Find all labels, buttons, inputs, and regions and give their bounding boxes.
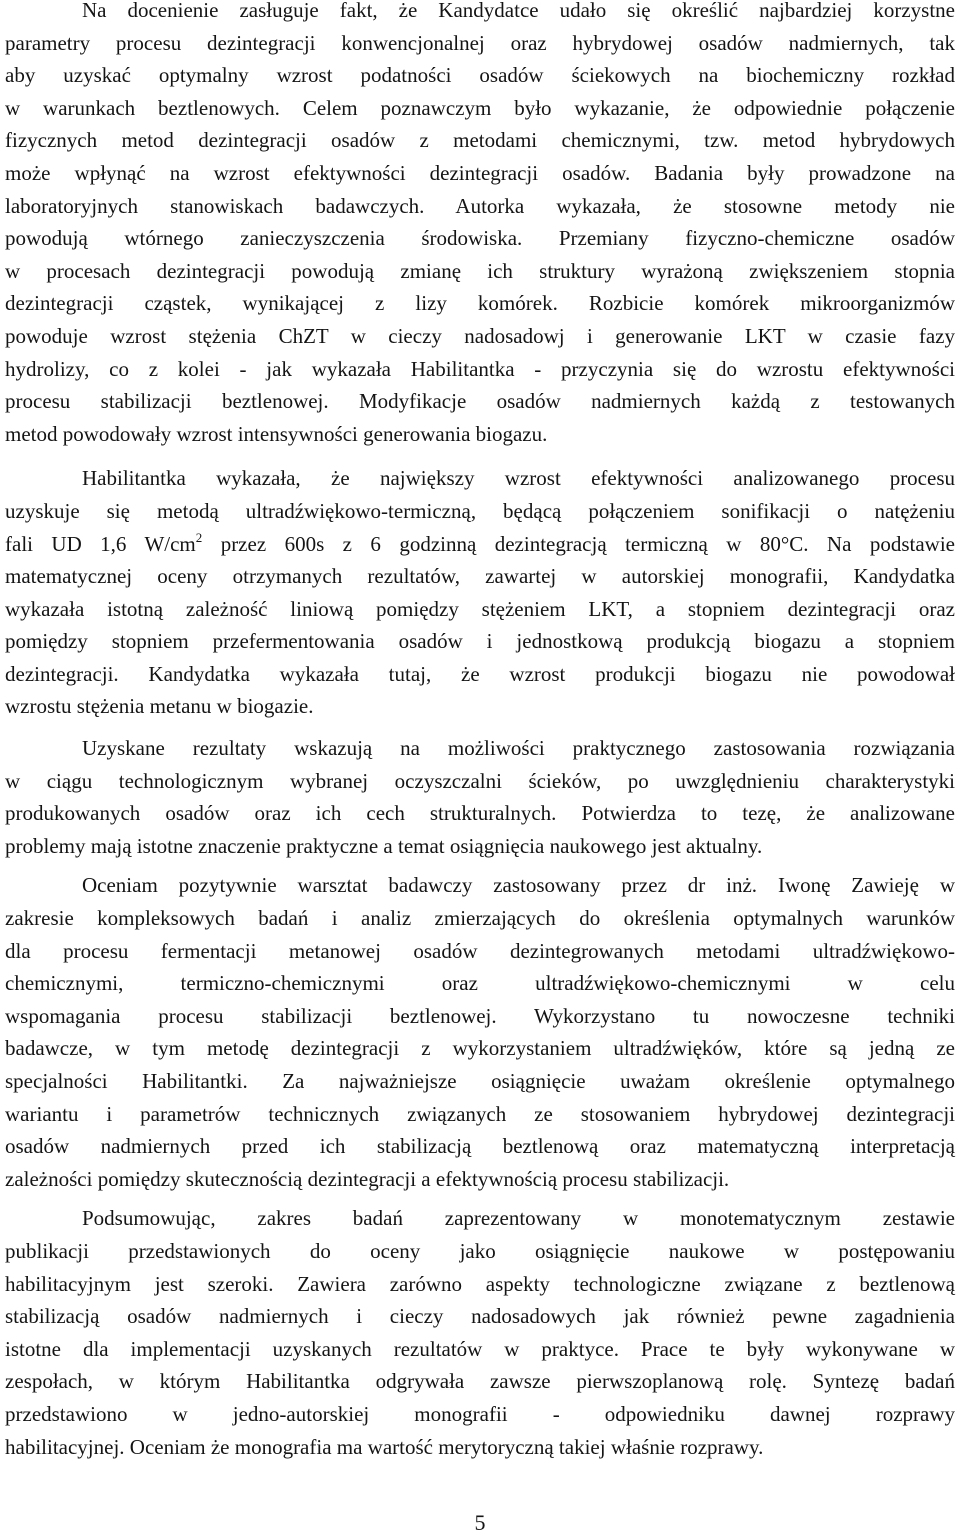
text-line: chemicznymi, termiczno-chemicznymi oraz ultradźwiękowo-chemicznymi w celu: [5, 971, 955, 996]
text-line: aby uzyskać optymalny wzrost podatności osadów ściekowych na biochemiczny rozkład: [5, 63, 955, 88]
text-line: stabilizacją osadów nadmiernych i cieczy nadosadowych jak również pewne zagadnienia: [5, 1304, 955, 1329]
paragraph-2: [5, 462, 955, 723]
text-line: matematycznej oceny otrzymanych rezultatów, zawartej w autorskiej monografii, Kandydatka: [5, 564, 955, 589]
text-line: habilitacyjnej. Oceniam że monografia ma wartość merytoryczną takiej właśnie rozprawy.: [5, 1434, 764, 1459]
text-fragment: fali UD 1,6 W/cm: [5, 531, 196, 556]
text-fragment: przez 600s z 6 godzinną dezintegracją termiczną w 80°C. Na podstawie: [202, 531, 955, 556]
text-line: publikacji przedstawionych do oceny jako osiągnięcie naukowe w postępowaniu: [5, 1238, 955, 1263]
text-line: Podsumowując, zakres badań zaprezentowany w monotematycznym zestawie: [82, 1206, 955, 1231]
text-line: Oceniam pozytywnie warsztat badawczy zastosowany przez dr inż. Iwonę Zawieję w: [82, 873, 955, 898]
text-line: badawcze, w tym metodę dezintegracji z wykorzystaniem ultradźwięków, które są jedną ze: [5, 1036, 955, 1061]
paragraph-5: [5, 1202, 955, 1463]
text-line: zależności pomiędzy skutecznością dezintegracji a efektywnością procesu stabilizacji.: [5, 1166, 730, 1191]
text-line: Habilitantka wykazała, że największy wzrost efektywności analizowanego procesu: [82, 466, 955, 491]
text-line: wzrostu stężenia metanu w biogazie.: [5, 694, 314, 719]
text-line: może wpłynąć na wzrost efektywności dezintegracji osadów. Badania były prowadzone na: [5, 160, 955, 185]
text-line: hydrolizy, co z kolei - jak wykazała Habilitantka - przyczynia się do wzrostu efektywności: [5, 356, 955, 381]
text-line: zakresie kompleksowych badań i analiz zmierzających do określenia optymalnych warunków: [5, 906, 955, 931]
document-page: [5, 0, 955, 1459]
text-line: pomiędzy stopniem przefermentowania osadów i jednostkową produkcją biogazu a stopniem: [5, 629, 955, 654]
text-line: laboratoryjnych stanowiskach badawczych. Autorka wykazała, że stosowne metody nie: [5, 193, 955, 218]
text-line: dla procesu fermentacji metanowej osadów dezintegrowanych metodami ultradźwiękowo-: [5, 938, 955, 963]
text-line: wykazała istotną zależność liniową pomiędzy stężeniem LKT, a stopniem dezintegracji oraz: [5, 596, 955, 621]
text-line-with-superscript: [5, 528, 955, 561]
text-line: fizycznych metod dezintegracji osadów z metodami chemicznymi, tzw. metod hybrydowych: [5, 128, 955, 153]
text-line: przedstawiono w jedno-autorskiej monografii - odpowiedniku dawnej rozprawy: [5, 1401, 955, 1426]
text-line: Uzyskane rezultaty wskazują na możliwości praktycznego zastosowania rozwiązania: [82, 736, 955, 761]
text-line: problemy mają istotne znaczenie praktyczne a temat osiągnięcia naukowego jest aktualny.: [5, 833, 763, 858]
text-line: w ciągu technologicznym wybranej oczyszczalni ścieków, po uwzględnieniu charakterystyki: [5, 768, 955, 793]
text-line: zespołach, w którym Habilitantka odgrywała zawsze pierwszoplanową rolę. Syntezę badań: [5, 1369, 955, 1394]
text-line: dezintegracji cząstek, wynikającej z lizy komórek. Rozbicie komórek mikroorganizmów: [5, 291, 955, 316]
text-line: powoduje wzrost stężenia ChZT w cieczy nadosadowj i generowanie LKT w czasie fazy: [5, 323, 955, 348]
text-line: wariantu i parametrów technicznych związanych ze stosowaniem hybrydowej dezintegracji: [5, 1101, 955, 1126]
text-line: osadów nadmiernych przed ich stabilizacją beztlenową oraz matematyczną interpretacją: [5, 1134, 955, 1159]
text-line: wspomagania procesu stabilizacji beztlenowej. Wykorzystano tu nowoczesne techniki: [5, 1003, 955, 1028]
text-line: powodują wtórnego zanieczyszczenia środowiska. Przemiany fizyczno-chemiczne osadów: [5, 226, 955, 251]
text-line: Na docenienie zasługuje fakt, że Kandydatce udało się określić najbardziej korzystne: [82, 0, 955, 22]
text-line: w warunkach beztlenowych. Celem poznawczym było wykazanie, że odpowiednie połączenie: [5, 95, 955, 120]
paragraph-1: [5, 0, 955, 450]
text-line: metod powodowały wzrost intensywności generowania biogazu.: [5, 421, 548, 446]
text-line: habilitacyjnym jest szeroki. Zawiera zarówno aspekty technologiczne związane z beztlenową: [5, 1271, 955, 1296]
text-line: w procesach dezintegracji powodują zmianę ich struktury wyrażoną zwiększeniem stopnia: [5, 258, 955, 283]
text-line: dezintegracji. Kandydatka wykazała tutaj, że wzrost produkcji biogazu nie powodował: [5, 661, 955, 686]
text-line: procesu stabilizacji beztlenowej. Modyfikacje osadów nadmiernych każdą z testowanych: [5, 389, 955, 414]
text-line: uzyskuje się metodą ultradźwiękowo-termiczną, będącą połączeniem sonifikacji o natężeniu: [5, 498, 955, 523]
text-line: parametry procesu dezintegracji konwencjonalnej oraz hybrydowej osadów nadmiernych, tak: [5, 30, 955, 55]
paragraph-4: [5, 869, 955, 1195]
text-line: specjalności Habilitantki. Za najważniejsze osiągnięcie uważam określenie optymalnego: [5, 1069, 955, 1093]
superscript: 2: [195, 529, 203, 545]
text-line: produkowanych osadów oraz ich cech strukturalnych. Potwierdza to tezę, że analizowane: [5, 801, 955, 826]
text-line: istotne dla implementacji uzyskanych rezultatów w praktyce. Prace te były wykonywane w: [5, 1336, 955, 1361]
page-number: 5: [474, 1510, 486, 1535]
paragraph-3: [5, 732, 955, 862]
